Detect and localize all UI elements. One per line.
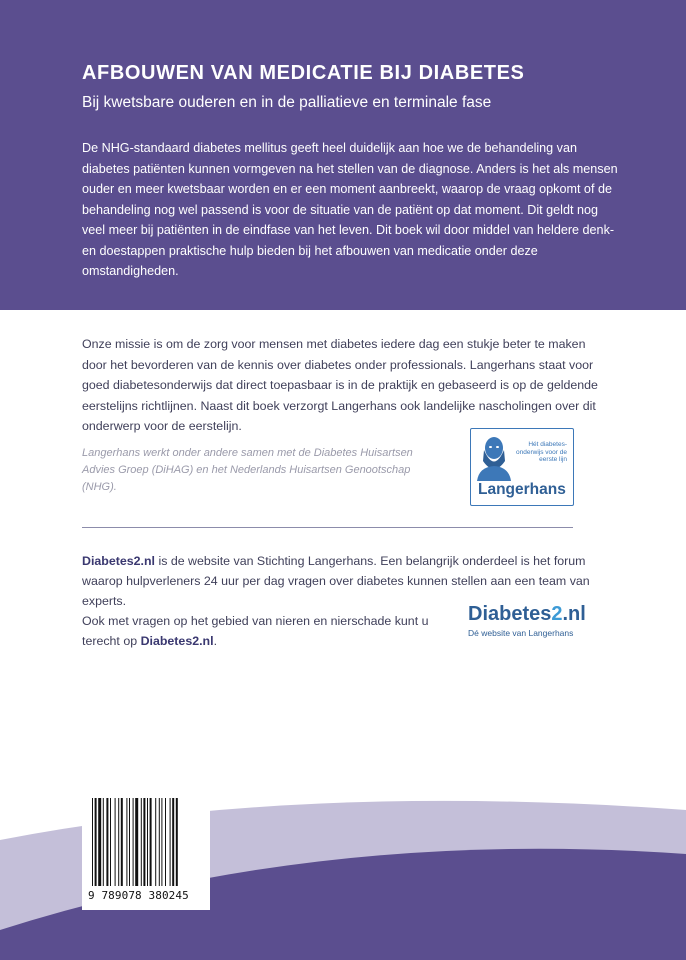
barcode-bar: [110, 798, 111, 886]
website-paragraph-2: [82, 611, 452, 651]
barcode-bar: [159, 798, 160, 886]
diabetes2-wordmark: Diabetes2.nl: [468, 603, 586, 625]
barcode-bar: [106, 798, 108, 886]
barcode-bar: [176, 798, 178, 886]
barcode-bar: [121, 798, 123, 886]
barcode-bar: [147, 798, 148, 886]
barcode-bar: [161, 798, 162, 886]
barcode-bar: [155, 798, 156, 886]
langerhans-wordmark: Langerhans: [478, 481, 566, 498]
website-kidney-text: Ook met vragen op het gebied van nieren en nierschade kunt u terecht op: [82, 614, 429, 648]
barcode-digits: 9 789078 380245: [88, 889, 189, 902]
barcode-bar: [141, 798, 142, 886]
intro-paragraph: De NHG-standaard diabetes mellitus geeft heel duidelijk aan hoe we de behandeling van diabetes patiënten kunnen vormgeven na het stellen van de diagnose. Anders is het als mensen ouder en meer kwetsbaar worden en er een moment aanbreekt, waarop de vraag opkomt of de behandeling nog wel passend is voor de situatie van de patiënt op dat moment. Dit geldt nog veel meer bij patiënten in de eindfase van het leven. Dit boek wil door middel van heldere denk- en doestappen praktische hulp bieden bij het afbouwen van medicatie onder deze omstandigheden.: [82, 141, 618, 278]
book-subtitle: Bij kwetsbare ouderen en in de palliatieve en terminale fase: [82, 94, 492, 111]
barcode-bar: [126, 798, 127, 886]
mission-paragraph: Onze missie is om de zorg voor mensen met diabetes iedere dag een stukje beter te maken door het bevorderen van de kennis over diabetes onder professionals. Langerhans staat voor goed diabetesonderwijs dat direct toepasbaar is in de praktijk en gebaseerd is op de geldende eerstelijns richtlijnen. Naast dit boek verzorgt Langerhans ook landelijke nascholingen over dit onderwerp voor de eerstelijn.: [82, 337, 598, 433]
barcode-bar: [150, 798, 152, 886]
barcode-bar: [143, 798, 145, 886]
barcode-bar: [103, 798, 104, 886]
website-end-punct: .: [213, 634, 218, 648]
section-divider: [82, 527, 573, 528]
barcode-bar: [170, 798, 171, 886]
site-name-end: Diabetes2.nl: [140, 634, 214, 648]
barcode-bar: [172, 798, 174, 886]
langerhans-tagline: Hét diabetes-onderwijs voor de eerste lijn: [516, 441, 567, 463]
barcode-bar: [129, 798, 130, 886]
website-description: is de website van Stichting Langerhans. Een belangrijk onderdeel is het forum waarop hulpverleners 24 uur per dag vragen over diabetes kunnen stellen aan een team van experts.: [82, 554, 590, 608]
langerhans-logo: [470, 428, 574, 506]
barcode-bar: [92, 798, 93, 886]
barcode-bar: [135, 798, 138, 886]
barcode-bar: [165, 798, 166, 886]
barcode-bar: [115, 798, 116, 886]
barcode-bar: [133, 798, 134, 886]
partners-note: Langerhans werkt onder andere samen met de Diabetes Huisartsen Advies Groep (DiHAG) en het Nederlands Huisartsen Genootschap (NHG).: [82, 447, 413, 493]
barcode: [82, 786, 210, 910]
portrait-icon: [475, 433, 513, 481]
barcode-bar: [118, 798, 119, 886]
barcode-bar: [98, 798, 101, 886]
site-name: Diabetes2.nl: [82, 554, 155, 568]
barcode-bars: [92, 798, 200, 886]
book-title: AFBOUWEN VAN MEDICATIE BIJ DIABETES: [82, 62, 525, 84]
diabetes2-logo: [468, 603, 586, 638]
diabetes2-tagline: Dé website van Langerhans: [468, 628, 574, 638]
barcode-bar: [95, 798, 97, 886]
website-paragraph: [82, 551, 602, 611]
